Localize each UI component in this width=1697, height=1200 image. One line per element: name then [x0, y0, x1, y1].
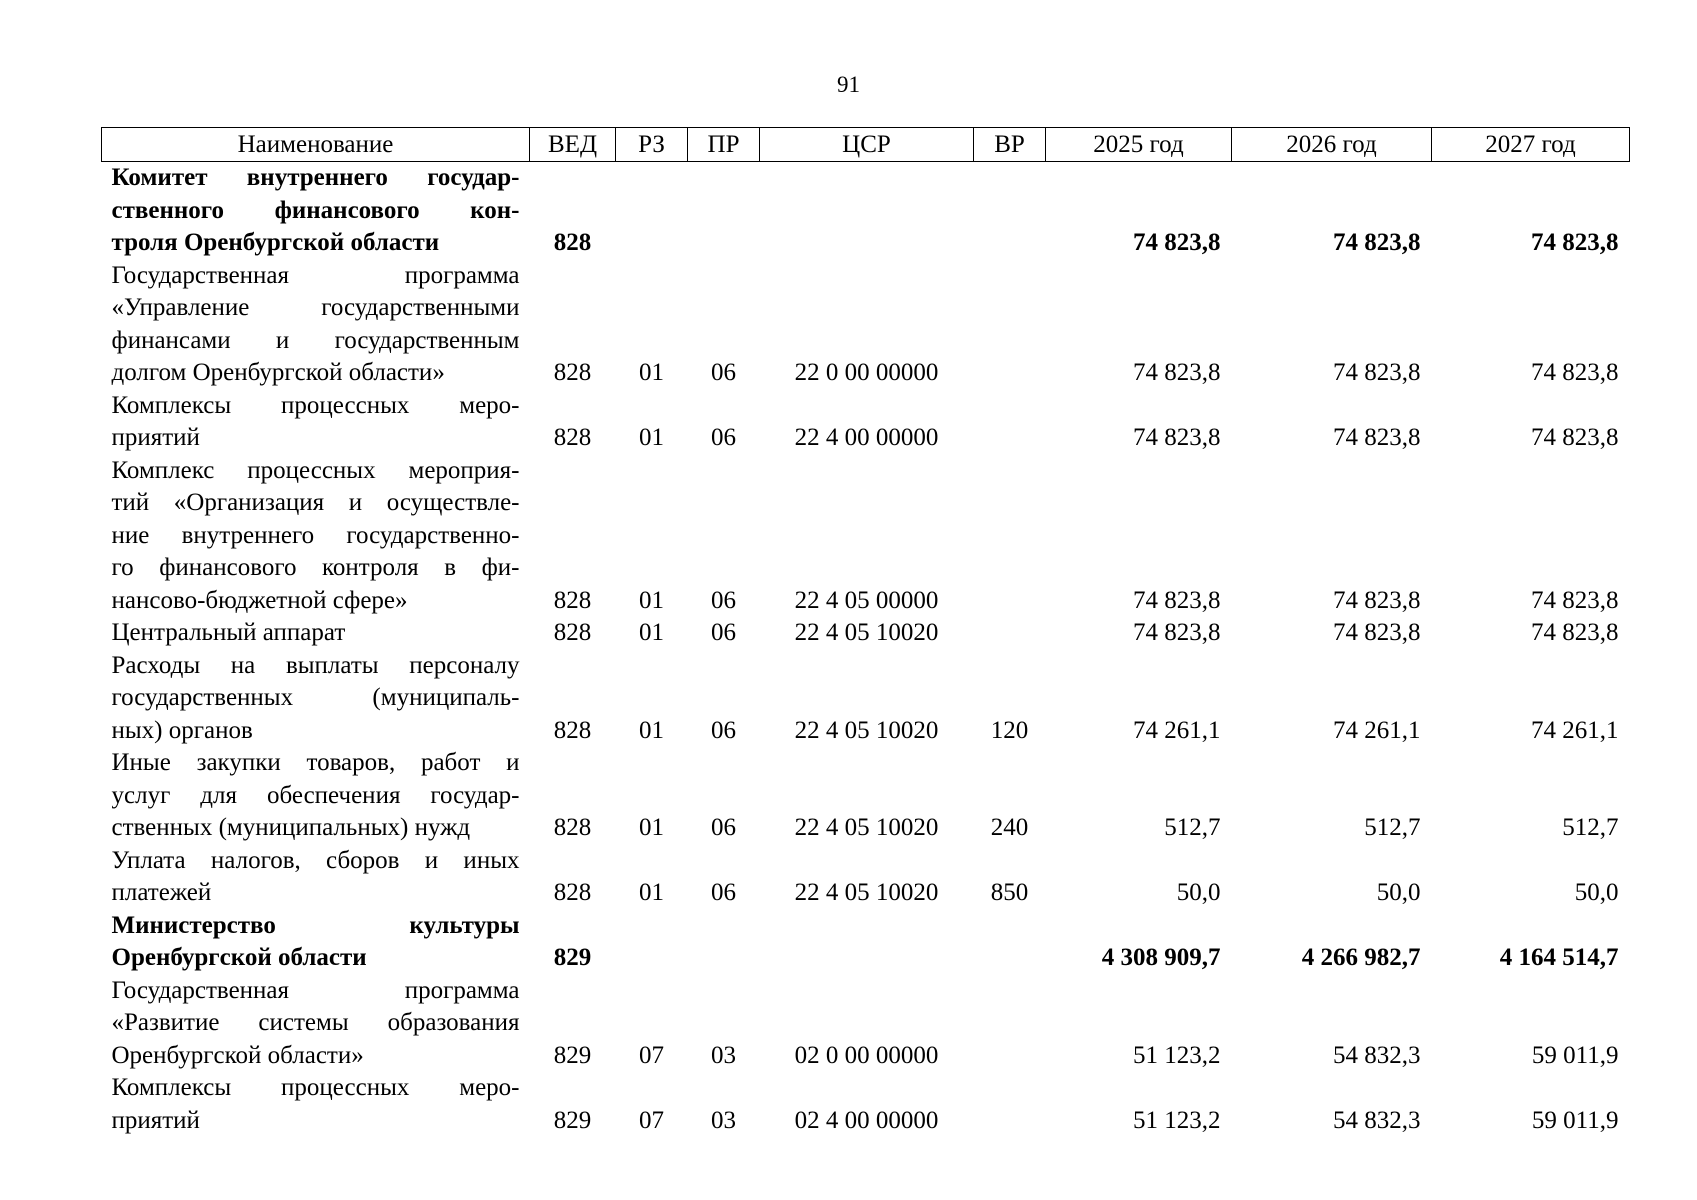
table-row [102, 910, 1630, 975]
header-2027: 2027 год [1432, 128, 1630, 162]
cell-vr: 850 [990, 879, 1029, 906]
cell-csr: 22 0 00 00000 [794, 359, 939, 386]
name-line: финансами и государственным [111, 326, 520, 354]
header-row [102, 128, 1630, 162]
cell-pr: 06 [711, 424, 736, 451]
cell-name [102, 1072, 530, 1137]
name-line: ние внутреннего государственно- [111, 521, 520, 549]
cell-vr: 120 [990, 716, 1029, 744]
cell-ved: 828 [553, 814, 592, 841]
cell-2026: 74 823,8 [1333, 586, 1421, 614]
table-row [102, 845, 1630, 910]
cell-2027: 74 823,8 [1531, 619, 1619, 646]
cell-2027: 512,7 [1562, 814, 1619, 841]
name-line: Центральный аппарат [111, 619, 346, 646]
cell-vr: 240 [990, 814, 1029, 841]
name-line: Оренбургской области [111, 944, 367, 971]
cell-csr: 22 4 05 10020 [794, 716, 939, 744]
name-line: Иные закупки товаров, работ и [111, 749, 520, 776]
cell-rz: 01 [639, 424, 664, 451]
cell-ved: 828 [553, 619, 592, 646]
cell-2027: 4 164 514,7 [1499, 944, 1619, 971]
cell-csr: 22 4 05 00000 [794, 586, 939, 614]
cell-rz [616, 910, 688, 975]
name-line: Комплексы процессных меро- [111, 391, 520, 419]
cell-2026: 74 823,8 [1333, 359, 1421, 386]
cell-2027: 59 011,9 [1531, 1106, 1619, 1134]
table-row [102, 747, 1630, 845]
cell-2025: 74 823,8 [1133, 619, 1221, 646]
name-line: «Управление государственными [111, 294, 520, 321]
cell-pr: 03 [711, 1041, 736, 1069]
cell-ved: 829 [553, 1106, 592, 1134]
name-line: Уплата налогов, сборов и иных [111, 846, 520, 874]
cell-ved: 828 [553, 716, 592, 744]
cell-csr [760, 910, 974, 975]
name-line: Расходы на выплаты персоналу [111, 651, 520, 679]
cell-csr: 02 0 00 00000 [794, 1041, 939, 1069]
cell-vr [974, 455, 1046, 618]
cell-rz: 01 [639, 359, 664, 386]
name-line: троля Оренбургской области [111, 229, 440, 256]
cell-name [102, 845, 530, 910]
cell-pr: 06 [711, 359, 736, 386]
name-line: Государственная программа [111, 976, 520, 1004]
cell-name [102, 910, 530, 975]
name-line: приятий [111, 1106, 200, 1134]
cell-vr [974, 910, 1046, 975]
cell-name [102, 617, 530, 650]
cell-rz: 01 [639, 619, 664, 646]
cell-pr: 06 [711, 716, 736, 744]
cell-csr: 02 4 00 00000 [794, 1106, 939, 1134]
cell-2025: 4 308 909,7 [1101, 944, 1221, 971]
header-2025: 2025 год [1046, 128, 1232, 162]
cell-2025: 50,0 [1176, 879, 1221, 906]
cell-csr: 22 4 05 10020 [794, 879, 939, 906]
name-line: тий «Организация и осуществле- [111, 489, 520, 516]
cell-csr: 22 4 05 10020 [794, 814, 939, 841]
cell-2026: 74 823,8 [1333, 424, 1421, 451]
name-line: ственного финансового кон- [111, 196, 520, 224]
page-number: 91 [837, 72, 860, 97]
cell-pr: 06 [711, 879, 736, 906]
header-2026: 2026 год [1232, 128, 1432, 162]
name-line: нансово-бюджетной сфере» [111, 586, 408, 614]
cell-csr: 22 4 00 00000 [794, 424, 939, 451]
cell-2025: 74 823,8 [1133, 424, 1221, 451]
cell-2025: 74 823,8 [1133, 586, 1221, 614]
cell-2027: 50,0 [1574, 879, 1619, 906]
cell-rz: 07 [639, 1106, 664, 1134]
name-line: услуг для обеспечения государ- [111, 781, 520, 809]
cell-2025: 74 261,1 [1133, 716, 1221, 744]
table-row [102, 455, 1630, 618]
cell-2027: 74 261,1 [1531, 716, 1619, 744]
cell-2025: 74 823,8 [1133, 359, 1221, 386]
header-ved: ВЕД [530, 128, 616, 162]
name-line: долгом Оренбургской области» [111, 359, 445, 386]
name-line: приятий [111, 424, 200, 451]
cell-pr: 06 [711, 619, 736, 646]
name-line: Комплексы процессных меро- [111, 1074, 520, 1101]
cell-ved: 829 [553, 944, 592, 971]
cell-2026: 74 261,1 [1333, 716, 1421, 744]
cell-2025: 51 123,2 [1133, 1106, 1221, 1134]
cell-pr: 06 [711, 586, 736, 614]
cell-2027: 74 823,8 [1531, 424, 1619, 451]
cell-name [102, 975, 530, 1073]
table-row [102, 975, 1630, 1073]
cell-pr: 03 [711, 1106, 736, 1134]
name-line: ственных (муниципальных) нужд [111, 814, 471, 841]
cell-2026: 512,7 [1364, 814, 1421, 841]
cell-ved: 828 [553, 359, 592, 386]
name-line: Государственная программа [111, 261, 520, 289]
table-row [102, 1072, 1630, 1137]
header-vr: ВР [974, 128, 1046, 162]
cell-pr [688, 910, 760, 975]
name-line: ных) органов [111, 716, 253, 744]
name-line: платежей [111, 879, 212, 906]
cell-vr [974, 260, 1046, 390]
cell-2026: 54 832,3 [1333, 1106, 1421, 1134]
cell-name [102, 650, 530, 748]
cell-rz: 01 [639, 814, 664, 841]
cell-name [102, 260, 530, 390]
cell-pr: 06 [711, 814, 736, 841]
cell-2027: 74 823,8 [1531, 586, 1619, 614]
cell-rz: 01 [639, 716, 664, 744]
cell-csr: 22 4 05 10020 [794, 619, 939, 646]
name-line: Оренбургской области» [111, 1041, 364, 1069]
name-line: государственных (муниципаль- [111, 684, 520, 711]
cell-2025: 51 123,2 [1133, 1041, 1221, 1069]
table-row [102, 162, 1630, 260]
cell-2027: 74 823,8 [1531, 229, 1619, 256]
cell-2027: 59 011,9 [1531, 1041, 1619, 1069]
name-line: го финансового контроля в фи- [111, 554, 520, 581]
cell-name [102, 162, 530, 260]
table-body [102, 162, 1630, 1138]
header-name: Наименование [102, 128, 530, 162]
cell-rz [616, 162, 688, 260]
cell-2027: 74 823,8 [1531, 359, 1619, 386]
cell-2026: 4 266 982,7 [1301, 944, 1421, 971]
name-line: Комитет внутреннего государ- [111, 164, 520, 191]
name-line: Комплекс процессных мероприя- [111, 456, 520, 484]
table-row [102, 390, 1630, 455]
cell-2025: 512,7 [1164, 814, 1221, 841]
cell-vr [974, 390, 1046, 455]
cell-ved: 829 [553, 1041, 592, 1069]
cell-pr [688, 162, 760, 260]
cell-ved: 828 [553, 879, 592, 906]
name-line: «Развитие системы образования [111, 1009, 520, 1036]
header-csr: ЦСР [760, 128, 974, 162]
cell-2026: 54 832,3 [1333, 1041, 1421, 1069]
cell-ved: 828 [553, 424, 592, 451]
table-row [102, 650, 1630, 748]
cell-vr [974, 617, 1046, 650]
cell-rz: 01 [639, 879, 664, 906]
cell-ved: 828 [553, 229, 592, 256]
cell-name [102, 747, 530, 845]
name-line: Министерство культуры [111, 911, 520, 939]
cell-name [102, 390, 530, 455]
cell-rz: 01 [639, 586, 664, 614]
header-pr: ПР [688, 128, 760, 162]
cell-name [102, 455, 530, 618]
cell-csr [760, 162, 974, 260]
cell-vr [974, 1072, 1046, 1137]
cell-ved: 828 [553, 586, 592, 614]
budget-table [101, 127, 1630, 1137]
cell-vr [974, 162, 1046, 260]
cell-2025: 74 823,8 [1133, 229, 1221, 256]
table-row [102, 260, 1630, 390]
cell-2026: 74 823,8 [1333, 229, 1421, 256]
table-row [102, 617, 1630, 650]
cell-vr [974, 975, 1046, 1073]
cell-2026: 50,0 [1376, 879, 1421, 906]
cell-2026: 74 823,8 [1333, 619, 1421, 646]
header-rz: РЗ [616, 128, 688, 162]
cell-rz: 07 [639, 1041, 664, 1069]
